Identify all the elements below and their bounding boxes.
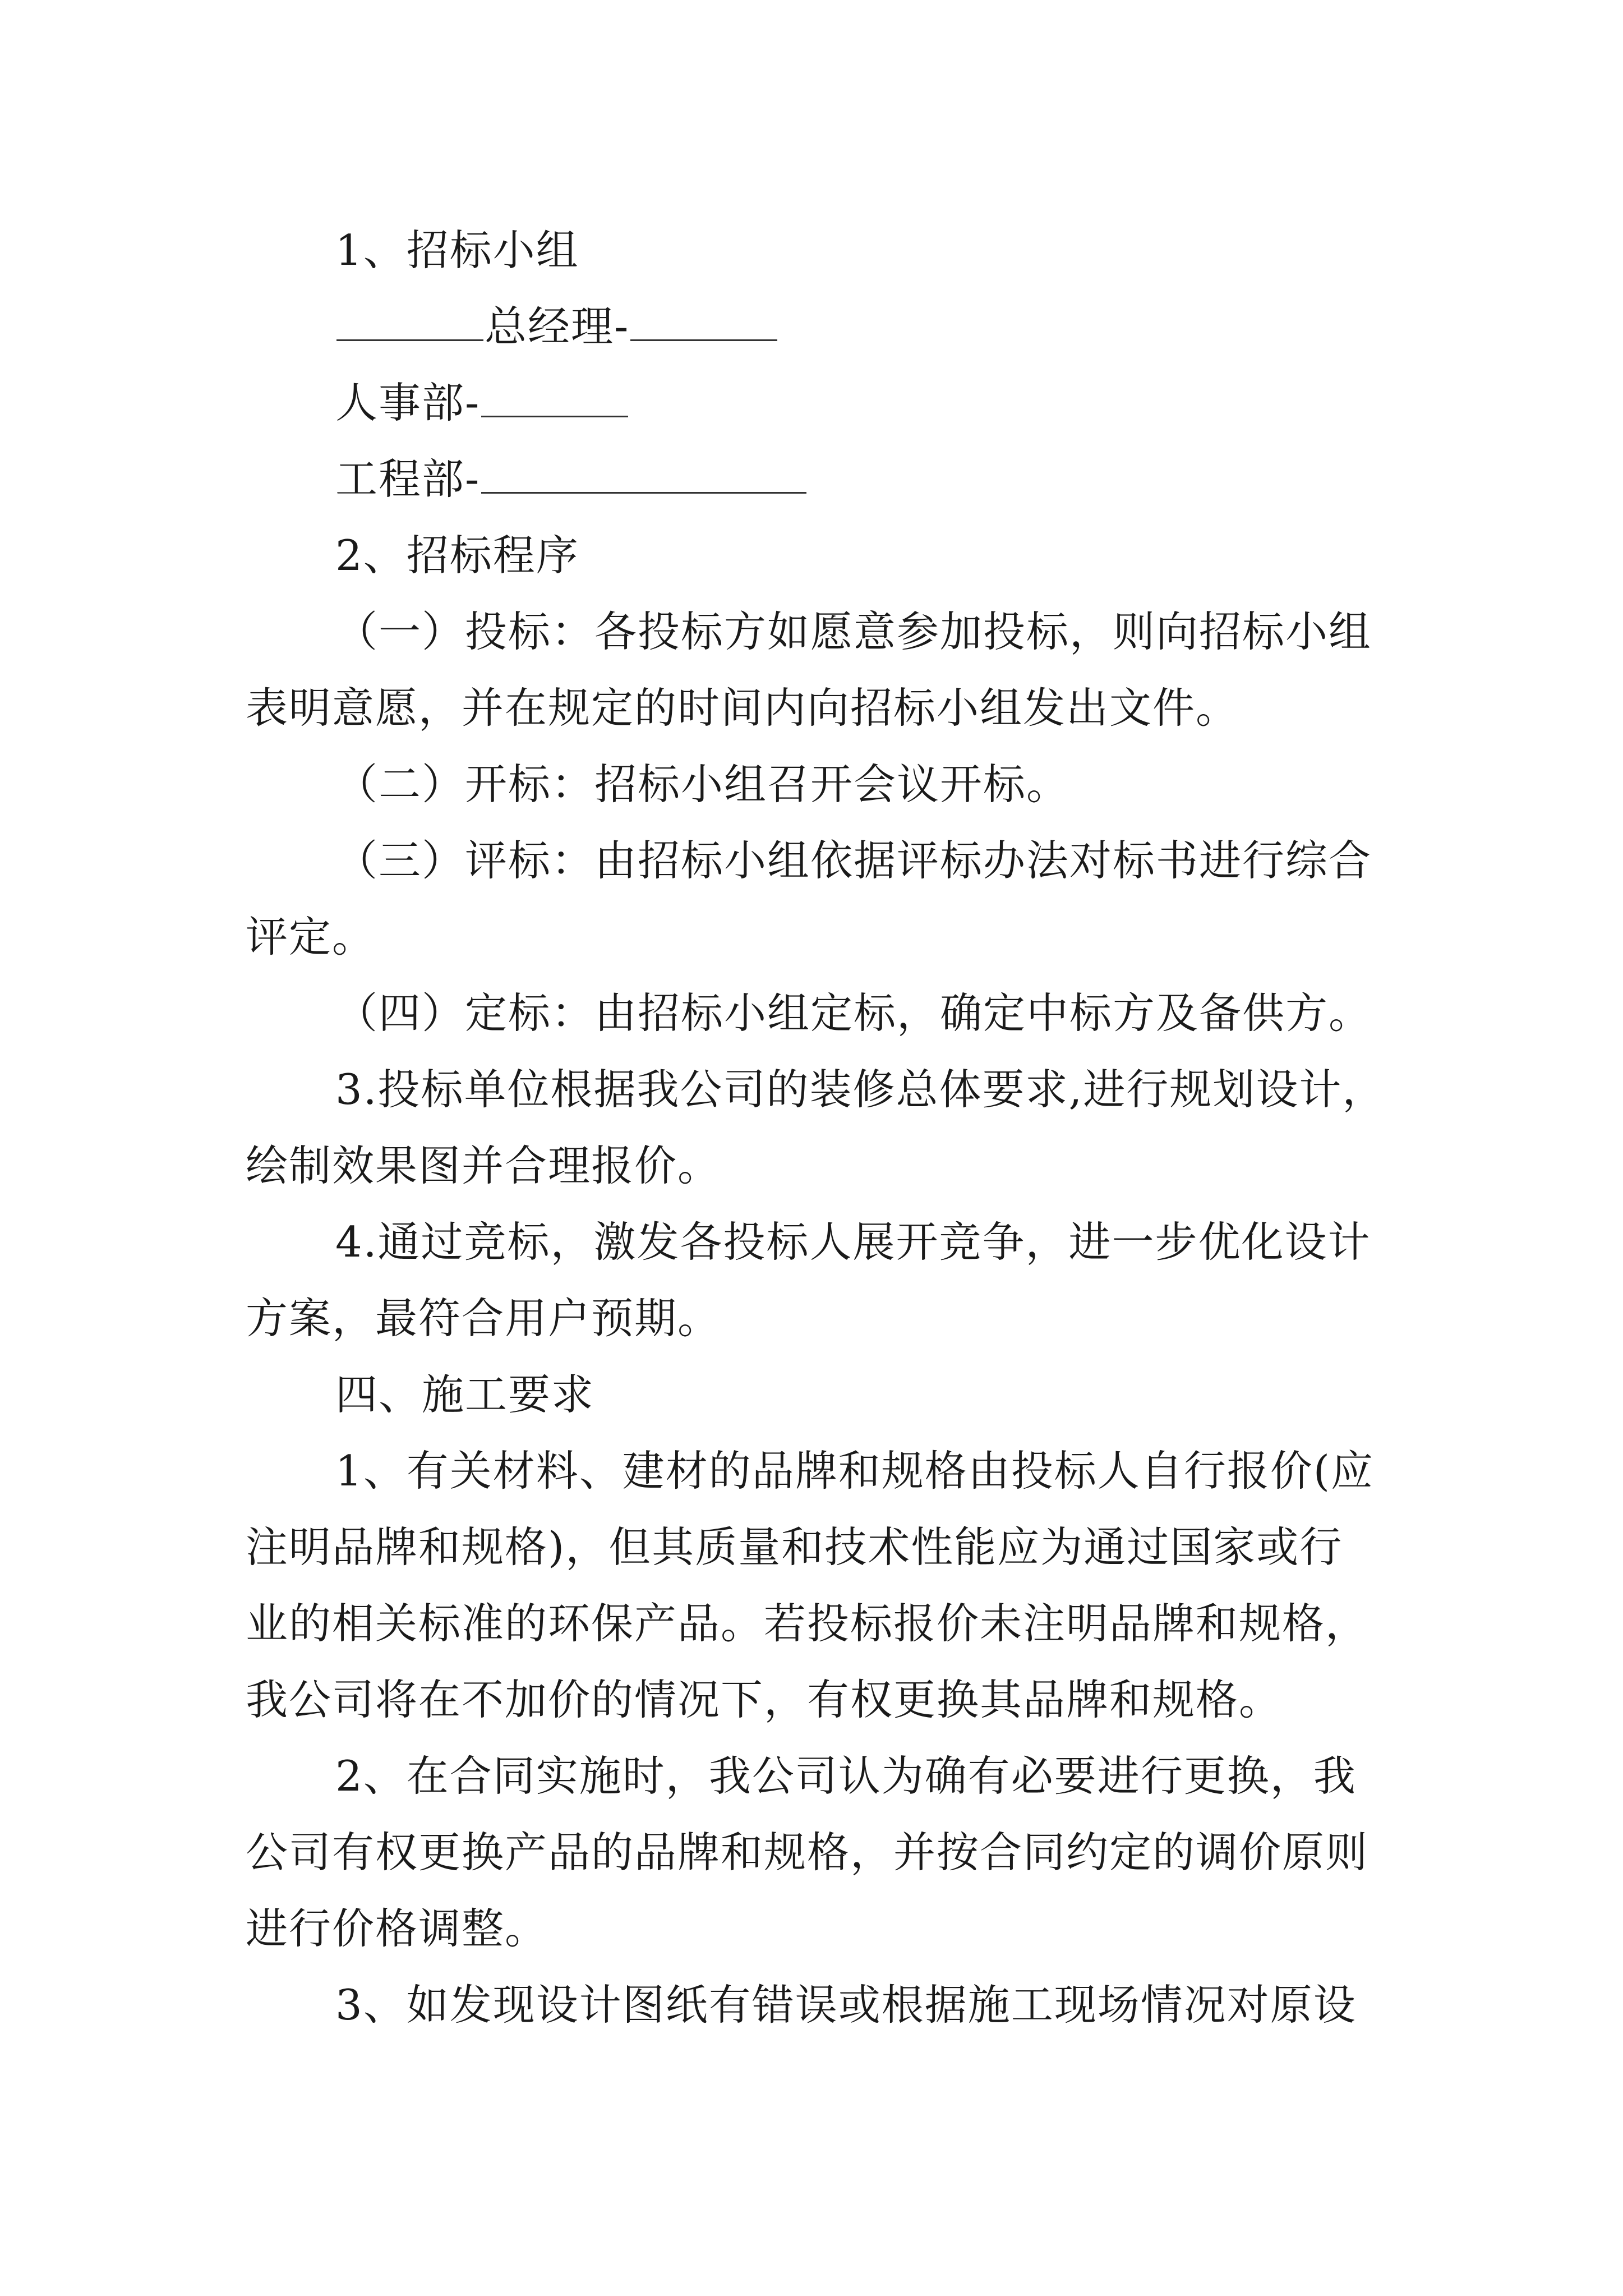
line-text: 方案，最符合用户预期。 <box>246 1294 721 1343</box>
blank-underline <box>336 305 483 341</box>
paragraph-line <box>246 1433 1390 1509</box>
paragraph-line <box>246 1890 1390 1967</box>
paragraph-line <box>246 746 1390 822</box>
section-heading-construction-requirements <box>246 1356 1390 1433</box>
line-text: （一）投标：各投标方如愿意参加投标，则向招标小组 <box>335 607 1372 656</box>
line-text: 四、施工要求 <box>335 1370 595 1419</box>
paragraph-line <box>246 670 1390 746</box>
line-text: 注明品牌和规格)，但其质量和技术性能应为通过国家或行 <box>246 1522 1343 1572</box>
paragraph-line <box>246 1128 1390 1204</box>
engineering-label: 工程部- <box>335 454 481 504</box>
paragraph-line <box>246 899 1390 975</box>
blank-underline <box>481 457 806 494</box>
paragraph-line <box>246 1585 1390 1662</box>
line-text: 2、在合同实施时，我公司认为确有必要进行更换，我 <box>335 1751 1357 1801</box>
blank-underline <box>481 381 628 417</box>
manager-label: 总经理- <box>485 302 630 351</box>
line-text: 4.通过竞标，激发各投标人展开竞争，进一步优化设计 <box>335 1217 1371 1267</box>
line-text: （二）开标：招标小组召开会议开标。 <box>335 760 1070 809</box>
line-text: 我公司将在不加价的情况下，有权更换其品牌和规格。 <box>246 1675 1283 1724</box>
paragraph-line <box>246 1051 1390 1128</box>
line-text: 进行价格调整。 <box>246 1904 548 1953</box>
paragraph-line <box>246 1280 1390 1356</box>
section-heading-bid-group <box>246 212 1390 288</box>
paragraph-line <box>246 1509 1390 1585</box>
line-text: 2、招标程序 <box>335 531 579 580</box>
paragraph-line <box>246 975 1390 1051</box>
bid-group-manager-line <box>246 288 1390 365</box>
paragraph-line <box>246 1967 1390 2043</box>
paragraph-line <box>246 593 1390 670</box>
hr-label: 人事部- <box>335 378 481 427</box>
paragraph-line <box>246 1662 1390 1738</box>
line-text: 业的相关标准的环保产品。若投标报价未注明品牌和规格， <box>246 1599 1369 1648</box>
line-text: （三）评标：由招标小组依据评标办法对标书进行综合 <box>335 836 1372 885</box>
bid-group-engineering-line <box>246 441 1390 517</box>
line-text: 3、如发现设计图纸有错误或根据施工现场情况对原设 <box>335 1980 1357 2030</box>
paragraph-line <box>246 1204 1390 1280</box>
section-heading-bid-procedure <box>246 517 1390 593</box>
line-text: 评定。 <box>246 912 376 961</box>
paragraph-line <box>246 1738 1390 1814</box>
line-text: 公司有权更换产品的品牌和规格，并按合同约定的调价原则 <box>246 1828 1369 1877</box>
blank-underline <box>630 305 777 341</box>
line-text: 绘制效果图并合理报价。 <box>246 1141 721 1190</box>
bid-group-hr-line <box>246 365 1390 441</box>
line-text: 表明意愿，并在规定的时间内向招标小组发出文件。 <box>246 683 1239 733</box>
document-body <box>246 212 1390 2043</box>
paragraph-line <box>246 1814 1390 1890</box>
line-text: 1、招标小组 <box>335 226 579 275</box>
line-text: （四）定标：由招标小组定标，确定中标方及备供方。 <box>335 988 1372 1038</box>
line-text: 3.投标单位根据我公司的装修总体要求,进行规划设计， <box>335 1065 1386 1114</box>
line-text: 1、有关材料、建材的品牌和规格由投标人自行报价(应 <box>335 1446 1374 1496</box>
paragraph-line <box>246 822 1390 899</box>
